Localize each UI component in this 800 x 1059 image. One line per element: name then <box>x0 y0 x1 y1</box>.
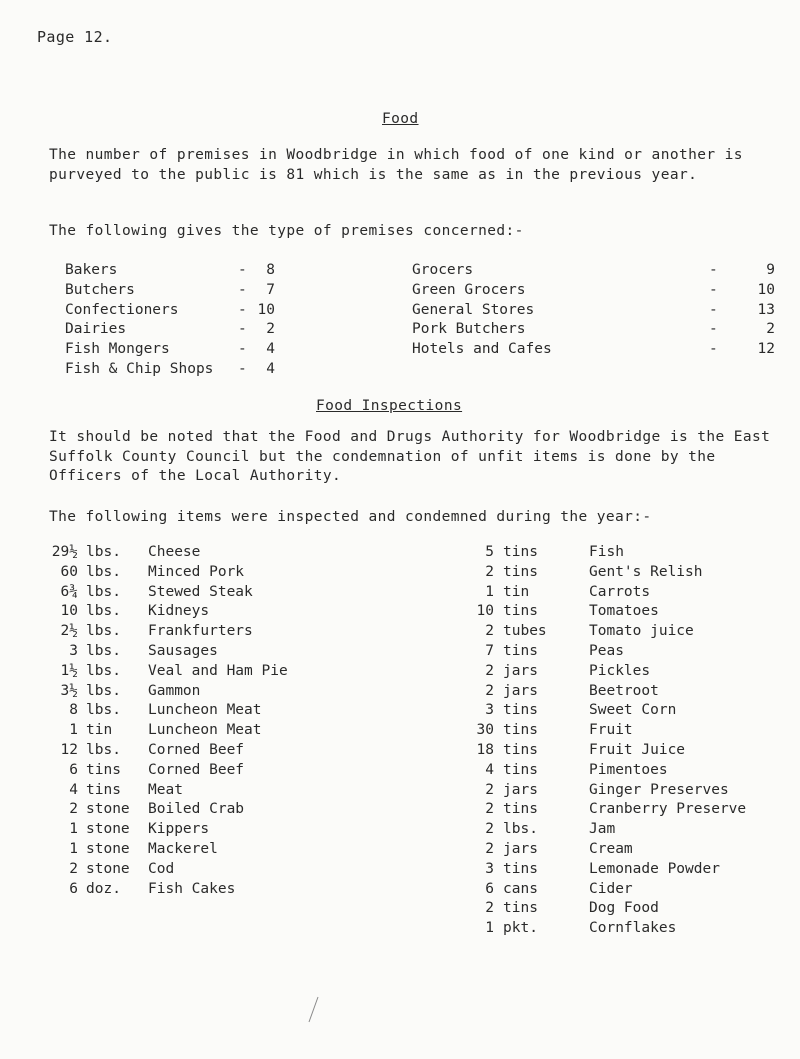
premises-dash: - <box>709 341 718 358</box>
condemned-row <box>0 762 800 782</box>
condemned-qty: 2 <box>485 900 494 917</box>
premises-dash: - <box>238 321 247 338</box>
condemned-unit: lbs. <box>86 623 121 640</box>
authority-paragraph: It should be noted that the Food and Drugs Authority for Woodbridge is the East Suffolk County Council but the condemnation of unfit items is done by the Officers of the Local Authority. <box>49 429 771 484</box>
condemned-unit: jars <box>503 841 538 857</box>
condemned-item: Cheese <box>148 544 201 560</box>
condemned-unit: jars <box>503 781 538 798</box>
condemned-item: Cornflakes <box>589 920 677 937</box>
premises-name: Butchers <box>65 281 135 298</box>
premises-count: 7 <box>266 281 275 298</box>
condemned-row <box>0 544 800 564</box>
condemned-item: Minced Pork <box>148 563 245 580</box>
condemned-qty: 8 <box>69 702 78 719</box>
premises-name: Confectioners <box>65 301 179 318</box>
condemned-item: Tomato juice <box>589 623 694 640</box>
condemned-row <box>0 782 800 802</box>
condemned-unit: tins <box>503 742 538 758</box>
condemned-qty: 60 <box>60 563 78 580</box>
condemned-row <box>0 722 800 742</box>
condemned-item: Tomatoes <box>589 603 659 620</box>
condemned-row <box>0 623 800 643</box>
premises-count: 2 <box>266 321 275 338</box>
condemned-unit: doz. <box>86 880 121 897</box>
condemned-qty: 6 <box>485 880 494 897</box>
condemned-qty: 5 <box>485 544 494 560</box>
condemned-unit: lbs. <box>86 742 121 758</box>
condemned-qty: 1 <box>485 920 494 937</box>
condemned-qty: 1 <box>69 722 78 739</box>
condemned-unit: tins <box>503 900 538 917</box>
premises-dash: - <box>709 281 718 298</box>
premises-dash: - <box>238 281 247 298</box>
condemned-item: Fruit Juice <box>589 742 686 758</box>
condemned-item: Beetroot <box>589 682 659 699</box>
condemned-item: Dog Food <box>589 900 659 917</box>
condemned-unit: tins <box>503 603 538 620</box>
premises-count: 2 <box>766 321 775 338</box>
condemned-row <box>0 742 800 762</box>
condemned-row <box>0 564 800 584</box>
condemned-qty: 12 <box>60 742 78 758</box>
premises-name: Grocers <box>412 262 474 278</box>
condemned-qty: 2 <box>485 563 494 580</box>
premises-dash: - <box>238 301 247 318</box>
condemned-item: Gammon <box>148 682 201 699</box>
condemned-row <box>0 801 800 821</box>
condemned-item: Sweet Corn <box>589 702 677 719</box>
condemned-item: Cider <box>589 880 633 897</box>
premises-name: Fish Mongers <box>65 341 170 358</box>
condemned-qty: 2½ <box>60 623 78 640</box>
condemned-unit: tins <box>503 761 538 778</box>
premises-dash: - <box>709 301 718 318</box>
condemned-item: Sausages <box>148 643 218 659</box>
premises-count: 8 <box>266 262 275 278</box>
condemned-item: Luncheon Meat <box>148 722 262 739</box>
condemned-qty: 2 <box>69 801 78 818</box>
condemned-item: Kidneys <box>148 603 210 620</box>
condemned-unit: tin <box>503 583 530 600</box>
condemned-qty: 2 <box>69 860 78 877</box>
condemned-qty: 18 <box>476 742 494 758</box>
premises-dash: - <box>238 262 247 278</box>
condemned-qty: 3 <box>485 702 494 719</box>
condemned-item: Frankfurters <box>148 623 253 640</box>
condemned-unit: stone <box>86 841 130 857</box>
condemned-qty: 6 <box>69 761 78 778</box>
condemned-qty: 10 <box>476 603 494 620</box>
condemned-unit: stone <box>86 860 130 877</box>
condemned-unit: lbs. <box>86 563 121 580</box>
condemned-row <box>0 584 800 604</box>
premises-count: 13 <box>757 301 775 318</box>
premises-row <box>0 361 800 381</box>
premises-dash: - <box>709 321 718 338</box>
condemned-unit: lbs. <box>86 643 121 659</box>
condemned-item: Gent's Relish <box>589 563 703 580</box>
premises-name: Green Grocers <box>412 281 526 298</box>
condemned-item: Cream <box>589 841 633 857</box>
condemned-unit: pkt. <box>503 920 538 937</box>
premises-count: 4 <box>266 341 275 358</box>
food-heading: Food <box>382 111 419 127</box>
condemned-row <box>0 683 800 703</box>
premises-name: Dairies <box>65 321 127 338</box>
condemned-unit: tins <box>86 761 121 778</box>
premises-row <box>0 321 800 341</box>
intro-paragraph: The number of premises in Woodbridge in which food of one kind or another is purveyed to the public is 81 which is the same as in the previous year. <box>49 147 743 183</box>
premises-name: General Stores <box>412 301 535 318</box>
premises-intro: The following gives the type of premises concerned:- <box>49 223 524 239</box>
condemned-item: Luncheon Meat <box>148 702 262 719</box>
premises-name: Hotels and Cafes <box>412 341 552 358</box>
condemned-qty: 1½ <box>60 662 78 679</box>
condemned-item: Mackerel <box>148 841 218 857</box>
condemned-unit: jars <box>503 662 538 679</box>
condemned-unit: stone <box>86 801 130 818</box>
premises-dash: - <box>238 361 247 377</box>
condemned-row <box>0 900 800 920</box>
premises-row <box>0 302 800 322</box>
condemned-unit: tins <box>503 702 538 719</box>
premises-dash: - <box>709 262 718 278</box>
condemned-qty: 7 <box>485 643 494 659</box>
premises-name: Pork Butchers <box>412 321 526 338</box>
condemned-row <box>0 861 800 881</box>
condemned-qty: 3 <box>485 860 494 877</box>
condemned-row <box>0 841 800 861</box>
condemned-item: Corned Beef <box>148 761 245 778</box>
condemned-intro: The following items were inspected and condemned during the year:- <box>49 509 652 525</box>
condemned-item: Fruit <box>589 722 633 739</box>
condemned-item: Veal and Ham Pie <box>148 662 288 679</box>
condemned-row <box>0 663 800 683</box>
premises-count: 10 <box>257 301 275 318</box>
page-number: Page 12. <box>37 28 113 46</box>
condemned-unit: tins <box>503 801 538 818</box>
condemned-qty: 2 <box>485 801 494 818</box>
condemned-unit: tins <box>503 722 538 739</box>
condemned-row <box>0 881 800 901</box>
condemned-unit: lbs. <box>86 662 121 679</box>
premises-count: 10 <box>757 281 775 298</box>
condemned-unit: lbs. <box>86 544 121 560</box>
condemned-unit: jars <box>503 682 538 699</box>
condemned-item: Kippers <box>148 821 210 838</box>
inspections-heading: Food Inspections <box>316 398 463 414</box>
condemned-unit: tins <box>503 860 538 877</box>
premises-row <box>0 262 800 282</box>
condemned-qty: 30 <box>476 722 494 739</box>
condemned-item: Peas <box>589 643 624 659</box>
premises-name: Bakers <box>65 262 118 278</box>
condemned-qty: 1 <box>485 583 494 600</box>
condemned-item: Stewed Steak <box>148 583 253 600</box>
condemned-item: Fish <box>589 544 624 560</box>
condemned-item: Carrots <box>589 583 651 600</box>
condemned-qty: 3 <box>69 643 78 659</box>
condemned-item: Jam <box>589 821 616 838</box>
condemned-item: Cod <box>148 860 175 877</box>
condemned-item: Cranberry Preserve <box>589 801 747 818</box>
condemned-qty: 1 <box>69 841 78 857</box>
condemned-qty: 4 <box>485 761 494 778</box>
condemned-row <box>0 920 800 940</box>
condemned-unit: tin <box>86 722 113 739</box>
premises-count: 12 <box>757 341 775 358</box>
condemned-item: Ginger Preserves <box>589 781 729 798</box>
premises-row <box>0 282 800 302</box>
condemned-unit: lbs. <box>86 583 121 600</box>
condemned-qty: 6 <box>69 880 78 897</box>
condemned-unit: lbs. <box>86 682 121 699</box>
condemned-qty: 1 <box>69 821 78 838</box>
condemned-unit: tubes <box>503 623 547 640</box>
condemned-item: Fish Cakes <box>148 880 236 897</box>
condemned-item: Boiled Crab <box>148 801 245 818</box>
condemned-item: Pickles <box>589 662 651 679</box>
condemned-unit: lbs. <box>86 702 121 719</box>
condemned-row <box>0 702 800 722</box>
condemned-qty: 6¾ <box>60 583 78 600</box>
condemned-qty: 2 <box>485 781 494 798</box>
condemned-item: Corned Beef <box>148 742 245 758</box>
condemned-row <box>0 643 800 663</box>
condemned-unit: lbs. <box>86 603 121 620</box>
premises-count: 4 <box>266 361 275 377</box>
condemned-qty: 4 <box>69 781 78 798</box>
condemned-qty: 2 <box>485 841 494 857</box>
condemned-qty: 3½ <box>60 682 78 699</box>
premises-count: 9 <box>766 262 775 278</box>
condemned-row <box>0 603 800 623</box>
condemned-unit: tins <box>503 643 538 659</box>
condemned-unit: stone <box>86 821 130 838</box>
condemned-qty: 2 <box>485 821 494 838</box>
condemned-qty: 29½ <box>51 544 78 560</box>
pencil-mark <box>306 995 320 1025</box>
condemned-item: Pimentoes <box>589 761 668 778</box>
condemned-unit: cans <box>503 880 538 897</box>
condemned-unit: tins <box>503 563 538 580</box>
premises-dash: - <box>238 341 247 358</box>
condemned-qty: 10 <box>60 603 78 620</box>
premises-name: Fish & Chip Shops <box>65 361 214 377</box>
condemned-item: Meat <box>148 781 183 798</box>
condemned-row <box>0 821 800 841</box>
condemned-unit: tins <box>86 781 121 798</box>
condemned-qty: 2 <box>485 662 494 679</box>
condemned-qty: 2 <box>485 682 494 699</box>
premises-row <box>0 341 800 361</box>
condemned-qty: 2 <box>485 623 494 640</box>
condemned-item: Lemonade Powder <box>589 860 720 877</box>
condemned-unit: lbs. <box>503 821 538 838</box>
condemned-unit: tins <box>503 544 538 560</box>
